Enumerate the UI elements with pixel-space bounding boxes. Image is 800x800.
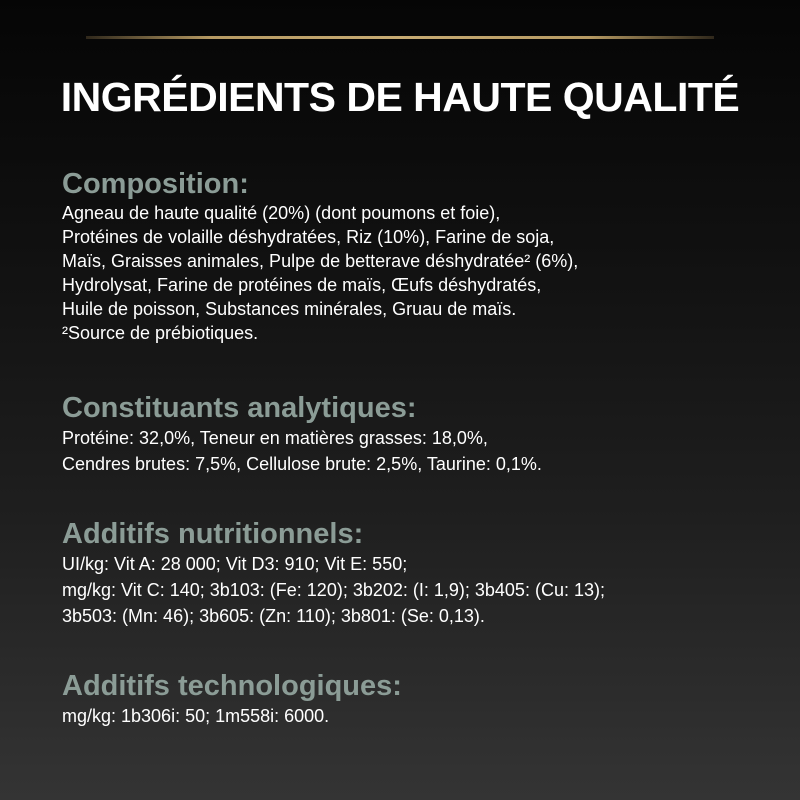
gold-divider-line (86, 36, 714, 39)
composition-footnote: ²Source de prébiotiques. (62, 323, 259, 343)
composition-line: Huile de poisson, Substances minérales, Gruau de maïs. (62, 299, 517, 319)
nutritional-line: UI/kg: Vit A: 28 000; Vit D3: 910; Vit E: 550; (62, 554, 408, 574)
composition-line: Maïs, Graisses animales, Pulpe de betterave déshydratée² (6%), (62, 251, 579, 271)
analytic-constituents-heading: Constituants analytiques: (62, 392, 417, 424)
technological-additives-heading: Additifs technologiques: (62, 670, 402, 702)
nutritional-additives-heading: Additifs nutritionnels: (62, 518, 364, 550)
composition-section (62, 168, 752, 345)
composition-line: Protéines de volaille déshydratées, Riz (10%), Farine de soja, (62, 227, 555, 247)
composition-heading: Composition: (62, 168, 249, 200)
composition-text (62, 201, 752, 345)
nutritional-line: mg/kg: Vit C: 140; 3b103: (Fe: 120); 3b202: (I: 1,9); 3b405: (Cu: 13); (62, 580, 605, 600)
composition-line: Agneau de haute qualité (20%) (dont poumons et foie), (62, 203, 501, 223)
analytic-constituents-text (62, 425, 752, 477)
technological-line: mg/kg: 1b306i: 50; 1m558i: 6000. (62, 706, 330, 726)
nutritional-additives-section (62, 518, 752, 629)
composition-line: Hydrolysat, Farine de protéines de maïs, Œufs déshydratés, (62, 275, 542, 295)
nutritional-line: 3b503: (Mn: 46); 3b605: (Zn: 110); 3b801: (Se: 0,13). (62, 606, 485, 626)
nutritional-additives-text (62, 551, 752, 629)
analytic-constituents-section (62, 392, 752, 477)
page-title: INGRÉDIENTS DE HAUTE QUALITÉ (60, 74, 740, 120)
technological-additives-section (62, 670, 752, 729)
technological-additives-text (62, 703, 752, 729)
analytic-line: Cendres brutes: 7,5%, Cellulose brute: 2,5%, Taurine: 0,1%. (62, 454, 542, 474)
analytic-line: Protéine: 32,0%, Teneur en matières grasses: 18,0%, (62, 428, 488, 448)
